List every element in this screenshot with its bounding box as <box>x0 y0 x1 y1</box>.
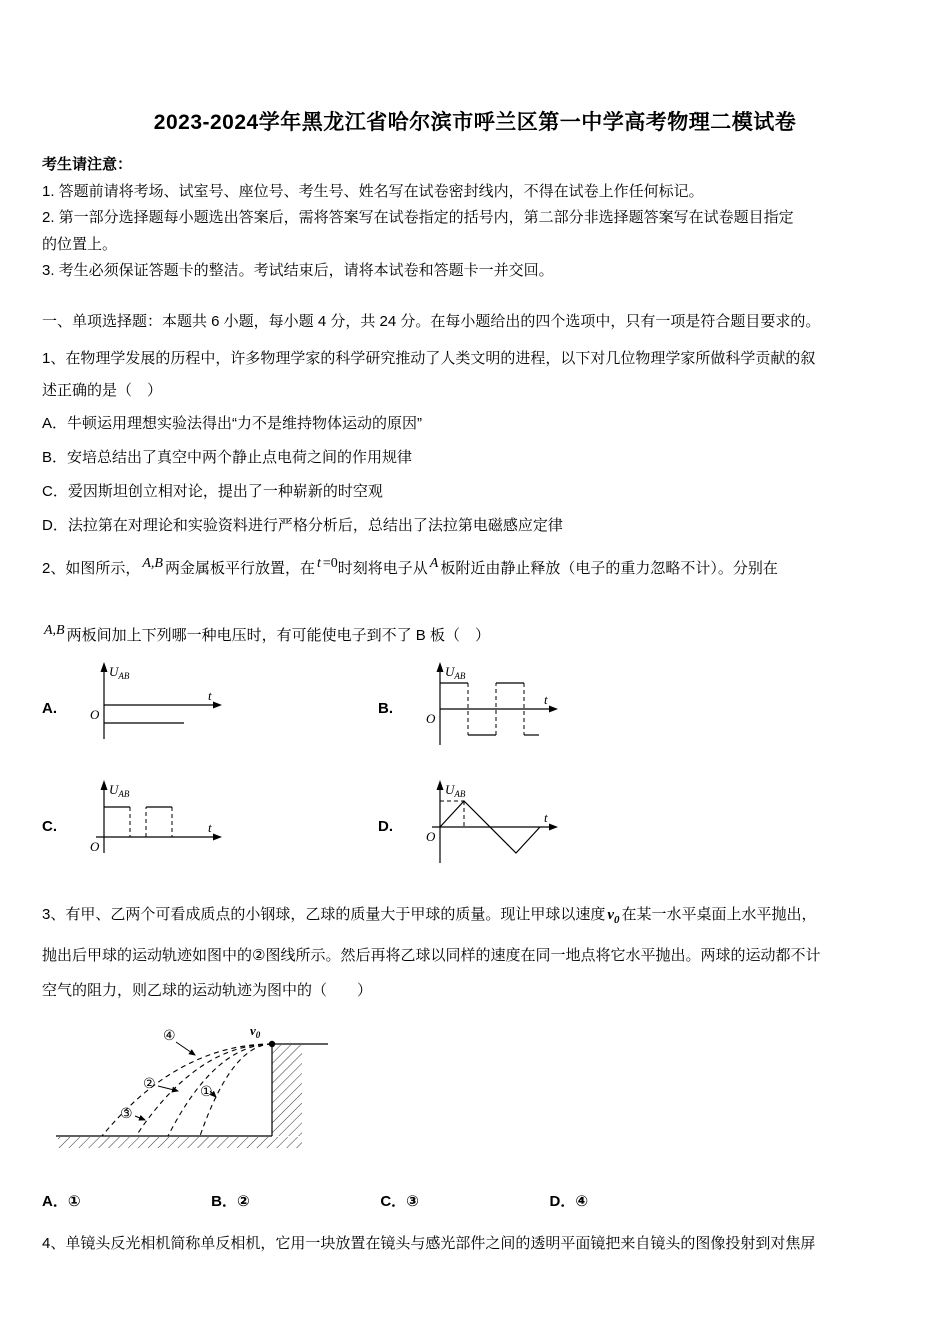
q2-stem-line2 <box>42 624 908 649</box>
origin-label: O <box>426 828 436 844</box>
q2-text-4: 板附近由静止释放（电子的重力忽略不计）。分别在 <box>440 559 778 577</box>
v0-label: $v_0$ <box>250 1022 261 1040</box>
trajectory-4 <box>102 1044 272 1136</box>
t-axis-label: t <box>544 691 548 707</box>
question-3 <box>42 897 908 1219</box>
uab-axis-label: $U_{AB}$ <box>445 663 466 681</box>
origin-label: O <box>426 710 436 726</box>
q2-option-a <box>42 659 378 759</box>
x-axis-arrow-icon <box>549 823 558 830</box>
y-axis-arrow-icon <box>437 780 444 790</box>
x-axis-arrow-icon <box>213 833 222 840</box>
origin-label: O <box>90 706 100 722</box>
q1-option-a: A．牛顿运用理想实验法得出“力不是维持物体运动的原因” <box>42 414 422 432</box>
y-axis-arrow-icon <box>437 662 444 672</box>
q2-option-d-label: D. <box>378 818 393 835</box>
t-axis-label: t <box>544 809 548 825</box>
curve-label-3: ③ <box>120 1105 133 1122</box>
q3-math-v0: $v_0$ <box>607 906 620 926</box>
origin-label: O <box>90 838 100 854</box>
q2-text-2: 两金属板平行放置，在 <box>164 559 315 577</box>
curve-label-1: ① <box>200 1083 213 1100</box>
uab-axis-label: $U_{AB}$ <box>109 781 130 799</box>
q2-math-ab-1: A,B <box>142 555 163 571</box>
q1-option-b: B．安培总结出了真空中两个静止点电荷之间的作用规律 <box>42 448 413 466</box>
section1-heading: 一、单项选择题：本题共 6 小题，每小题 4 分，共 24 分。在每小题给出的四个选项中，只有一项是符合题目要求的。 <box>42 312 821 330</box>
q2-math-t: t <box>316 555 321 571</box>
waveform-positive-pulses <box>104 807 172 837</box>
page-title: 2023-2024学年黑龙江省哈尔滨市呼兰区第一中学高考物理二模试卷 <box>153 111 797 134</box>
curve-label-4: ④ <box>163 1027 176 1044</box>
x-axis-arrow-icon <box>549 705 558 712</box>
q3-answer-c: C．③ <box>380 1192 419 1210</box>
curve-label-4-arrow-icon <box>176 1042 195 1055</box>
q1-option-c: C．爱因斯坦创立相对论，提出了一种崭新的时空观 <box>42 482 383 500</box>
q1-option-d: D．法拉第在对理论和实验资料进行严格分析后，总结出了法拉第电磁感应定律 <box>42 516 563 534</box>
notice-item-2-line2: 的位置上。 <box>42 235 118 253</box>
notice-heading: 考生请注意： <box>42 156 133 173</box>
y-axis-arrow-icon <box>101 780 108 790</box>
voltage-graph-d <box>418 777 568 877</box>
q3-stem-line1 <box>42 897 908 938</box>
table-hatch <box>272 1045 302 1136</box>
q2-stem-line1 <box>42 557 908 582</box>
q2-math-a: A <box>429 555 439 571</box>
q2-text-1: 2、如图所示， <box>42 559 141 577</box>
notice-item-1: 1. 答题前请将考场、试室号、座位号、考生号、姓名写在试卷密封线内，不得在试卷上作任何标记。 <box>42 182 704 200</box>
question-1 <box>42 343 908 543</box>
q3-stem-line2: 抛出后甲球的运动轨迹如图中的②图线所示。然后再将乙球以同样的速度在同一地点将它水平抛出。两球的运动都不计 <box>42 946 821 964</box>
projectile-trajectories-figure <box>50 1018 350 1166</box>
q3-answer-a: A．① <box>42 1192 81 1210</box>
q2-math-ab-2: A,B <box>44 622 65 638</box>
q3-text-1: 3、有甲、乙两个可看成质点的小钢球，乙球的质量大于甲球的质量。现让甲球以速度 <box>42 905 606 923</box>
voltage-graph-a <box>82 659 232 759</box>
notice-section <box>42 152 908 285</box>
q2-option-b <box>378 659 568 759</box>
notice-item-3: 3. 考生必须保证答题卡的整洁。考试结束后，请将本试卷和答题卡一并交回。 <box>42 262 554 279</box>
q1-stem-line2: 述正确的是（ ） <box>42 381 163 399</box>
q4-stem: 4、单镜头反光相机简称单反相机，它用一块放置在镜头与感光部件之间的透明平面镜把来自镜头的图像投射到对焦屏 <box>42 1234 816 1252</box>
q1-stem-line1: 1、在物理学发展的历程中，许多物理学家的科学研究推动了人类文明的进程，以下对几位物理学家所做科学贡献的叙 <box>42 349 816 367</box>
q2-option-a-label: A. <box>42 700 57 717</box>
q3-answer-b: B．② <box>211 1192 250 1210</box>
q2-text-3: 时刻将电子从 <box>337 559 428 577</box>
x-axis-arrow-icon <box>213 701 222 708</box>
question-4 <box>42 1231 908 1257</box>
q3-answer-d: D．④ <box>549 1192 589 1210</box>
question-2 <box>42 557 908 877</box>
q2-graph-options <box>42 659 908 877</box>
q2-math-eq-zero: =0 <box>322 555 338 571</box>
q2-text-5: 两板间加上下列哪一种电压时，有可能使电子到不了 B 板（ ） <box>66 626 490 644</box>
voltage-graph-c <box>82 777 232 877</box>
q2-option-b-label: B. <box>378 700 393 717</box>
q3-figure <box>50 1018 908 1170</box>
notice-item-2-line1: 2. 第一部分选择题每小题选出答案后，需将答案写在试卷指定的括号内，第二部分非选择题答案写在试卷题目指定 <box>42 209 794 226</box>
q2-option-c-label: C. <box>42 818 57 835</box>
uab-axis-label: $U_{AB}$ <box>445 781 466 799</box>
q3-text-2: 在某一水平桌面上水平抛出， <box>621 905 817 923</box>
q2-option-d <box>378 777 568 877</box>
y-axis-arrow-icon <box>101 662 108 672</box>
q2-option-c <box>42 777 378 877</box>
t-axis-label: t <box>208 687 212 703</box>
voltage-graph-b <box>418 659 568 759</box>
q3-stem-line3: 空气的阻力，则乙球的运动轨迹为图中的（ ） <box>42 981 373 999</box>
t-axis-label: t <box>208 819 212 835</box>
curve-label-2: ② <box>143 1075 156 1092</box>
ground-hatch <box>58 1137 302 1148</box>
curve-label-3-arrow-icon <box>135 1116 145 1120</box>
uab-axis-label: $U_{AB}$ <box>109 663 130 681</box>
q3-answer-row <box>42 1184 908 1219</box>
